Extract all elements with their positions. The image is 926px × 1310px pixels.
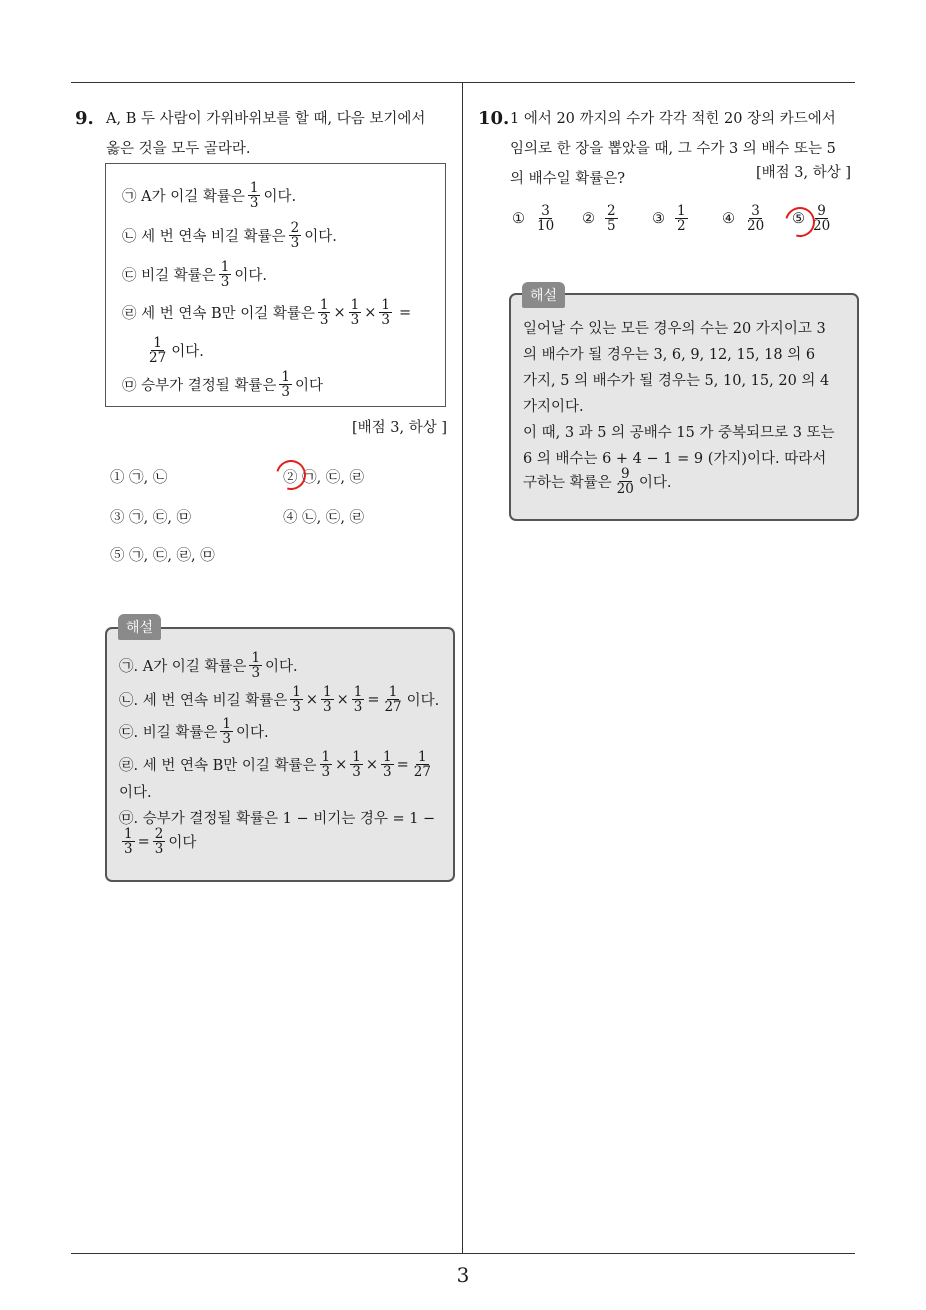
fraction: $\frac{1}{2}$ <box>677 203 686 235</box>
fraction: $\frac{1}{3}$ <box>319 297 329 329</box>
fraction: $\frac{1}{3}$ <box>292 684 301 716</box>
question-10-solution-box <box>509 293 859 521</box>
statement-2: ㉡ 세 번 연속 비길 확률은 $\frac{2}{3}$ 이다. <box>122 220 337 252</box>
question-10-line-1: 1 에서 20 까지의 수가 각각 적힌 20 장의 카드에서 <box>510 111 836 127</box>
solution-line-1: 일어날 수 있는 모든 경우의 수는 20 가지이고 3 <box>523 321 826 337</box>
fraction: $\frac{1}{3}$ <box>281 369 290 401</box>
solution-line-1: ㉠. A가 이길 확률은 $\frac{1}{3}$ 이다. <box>119 650 298 682</box>
column-divider <box>462 82 463 1254</box>
fraction: $\frac{1}{27}$ <box>384 684 402 716</box>
q10-choice-5[interactable]: ⑤ $\frac{9}{20}$ <box>792 203 831 235</box>
solution-line-5: ㉤. 승부가 결정될 확률은 1 − 비기는 경우 = 1 − <box>119 811 436 827</box>
solution-line-7: 구하는 확률은 $\frac{9}{20}$ 이다. <box>523 466 672 498</box>
question-10-line-2: 임의로 한 장을 뽑았을 때, 그 수가 3 의 배수 또는 5 <box>510 141 836 157</box>
statement-1: ㉠ A가 이길 확률은 $\frac{1}{3}$ 이다. <box>122 180 297 212</box>
solution-line-4-end: 이다. <box>119 785 152 801</box>
solution-tab-label: 해설 <box>118 614 161 640</box>
statement-4: ㉣ 세 번 연속 B만 이길 확률은 $\frac{1}{3}$ × $\frac{1}{3}$ × $\frac{1}{3}$ = <box>122 297 412 329</box>
fraction: $\frac{3}{10}$ <box>537 203 555 235</box>
fraction: $\frac{1}{3}$ <box>383 749 392 781</box>
question-9-solution-box <box>105 627 455 882</box>
question-9-line-1: A, B 두 사람이 가위바위보를 할 때, 다음 보기에서 <box>106 111 426 127</box>
fraction: $\frac{9}{20}$ <box>616 466 634 498</box>
solution-line-3: 가지, 5 의 배수가 될 경우는 5, 10, 15, 20 의 4 <box>523 373 830 389</box>
fraction: $\frac{1}{3}$ <box>124 826 133 858</box>
solution-tab-label: 해설 <box>522 282 565 308</box>
solution-line-4: ㉣. 세 번 연속 B만 이길 확률은 $\frac{1}{3}$ × $\frac{1}{3}$ × $\frac{1}{3}$ = $\frac{1}{27}$ <box>119 749 431 781</box>
q10-choice-4[interactable]: ④ $\frac{3}{20}$ <box>722 203 765 235</box>
statement-4-continued: $\frac{1}{27}$ 이다. <box>149 335 204 367</box>
fraction: $\frac{1}{3}$ <box>222 716 231 748</box>
fraction: $\frac{1}{27}$ <box>413 749 431 781</box>
question-9-stem <box>106 104 425 164</box>
solution-line-5: 이 때, 3 과 5 의 공배수 15 가 중복되므로 3 또는 <box>523 425 835 441</box>
q9-choice-3[interactable]: ③ ㉠, ㉢, ㉤ <box>110 510 192 526</box>
fraction: $\frac{1}{3}$ <box>249 180 259 212</box>
question-10-number: 10. <box>478 108 510 129</box>
fraction: $\frac{9}{20}$ <box>813 203 831 235</box>
fraction: $\frac{1}{3}$ <box>381 297 390 329</box>
fraction: $\frac{1}{3}$ <box>321 749 331 781</box>
fraction: $\frac{1}{27}$ <box>149 335 167 367</box>
q9-choice-2[interactable]: ② ㉠, ㉢, ㉣ <box>283 470 365 486</box>
top-rule <box>71 82 855 83</box>
statement-5: ㉤ 승부가 결정될 확률은 $\frac{1}{3}$ 이다 <box>122 369 323 401</box>
solution-line-6: 6 의 배수는 6 + 4 − 1 = 9 (가지)이다. 따라서 <box>523 451 827 467</box>
fraction: $\frac{3}{20}$ <box>747 203 765 235</box>
question-9-number: 9. <box>75 108 94 129</box>
fraction: $\frac{2}{5}$ <box>607 203 616 235</box>
answer-circle-mark <box>271 455 312 496</box>
solution-line-5-continued: $\frac{1}{3}$ = $\frac{2}{3}$ 이다 <box>124 826 197 858</box>
fraction: $\frac{2}{3}$ <box>154 826 164 858</box>
fraction: $\frac{1}{3}$ <box>220 259 230 291</box>
solution-line-4: 가지이다. <box>523 399 584 415</box>
solution-line-3: ㉢. 비길 확률은 $\frac{1}{3}$ 이다. <box>119 716 269 748</box>
solution-line-2: ㉡. 세 번 연속 비길 확률은 $\frac{1}{3}$ × $\frac{1}{3}$ × $\frac{1}{3}$ = $\frac{1}{27}$ 이다. <box>119 684 440 716</box>
fraction: $\frac{2}{3}$ <box>290 220 300 252</box>
question-9-line-2: 옳은 것을 모두 골라라. <box>106 141 251 157</box>
q9-choice-5[interactable]: ⑤ ㉠, ㉢, ㉣, ㉤ <box>110 548 215 564</box>
page-number: 3 <box>456 1263 470 1287</box>
question-9-statements-box <box>105 163 446 407</box>
q10-choice-2[interactable]: ② $\frac{2}{5}$ <box>582 203 616 235</box>
fraction: $\frac{1}{3}$ <box>322 684 332 716</box>
fraction: $\frac{1}{3}$ <box>352 749 361 781</box>
fraction: $\frac{1}{3}$ <box>353 684 363 716</box>
q9-choice-1[interactable]: ① ㉠, ㉡ <box>110 470 168 486</box>
q10-choice-3[interactable]: ③ $\frac{1}{2}$ <box>652 203 686 235</box>
bottom-rule <box>71 1253 855 1254</box>
fraction: $\frac{1}{3}$ <box>350 297 360 329</box>
q10-choice-1[interactable]: ① $\frac{3}{10}$ <box>512 203 555 235</box>
question-9-marks: [배점 3, 하상 ] <box>352 420 448 436</box>
q9-choice-4[interactable]: ④ ㉡, ㉢, ㉣ <box>283 510 365 526</box>
statement-3: ㉢ 비길 확률은 $\frac{1}{3}$ 이다. <box>122 259 267 291</box>
question-10-line-3: 의 배수일 확률은? <box>510 171 626 187</box>
question-10-marks: [배점 3, 하상 ] <box>756 165 852 181</box>
fraction: $\frac{1}{3}$ <box>251 650 261 682</box>
solution-line-2: 의 배수가 될 경우는 3, 6, 9, 12, 15, 18 의 6 <box>523 347 816 363</box>
